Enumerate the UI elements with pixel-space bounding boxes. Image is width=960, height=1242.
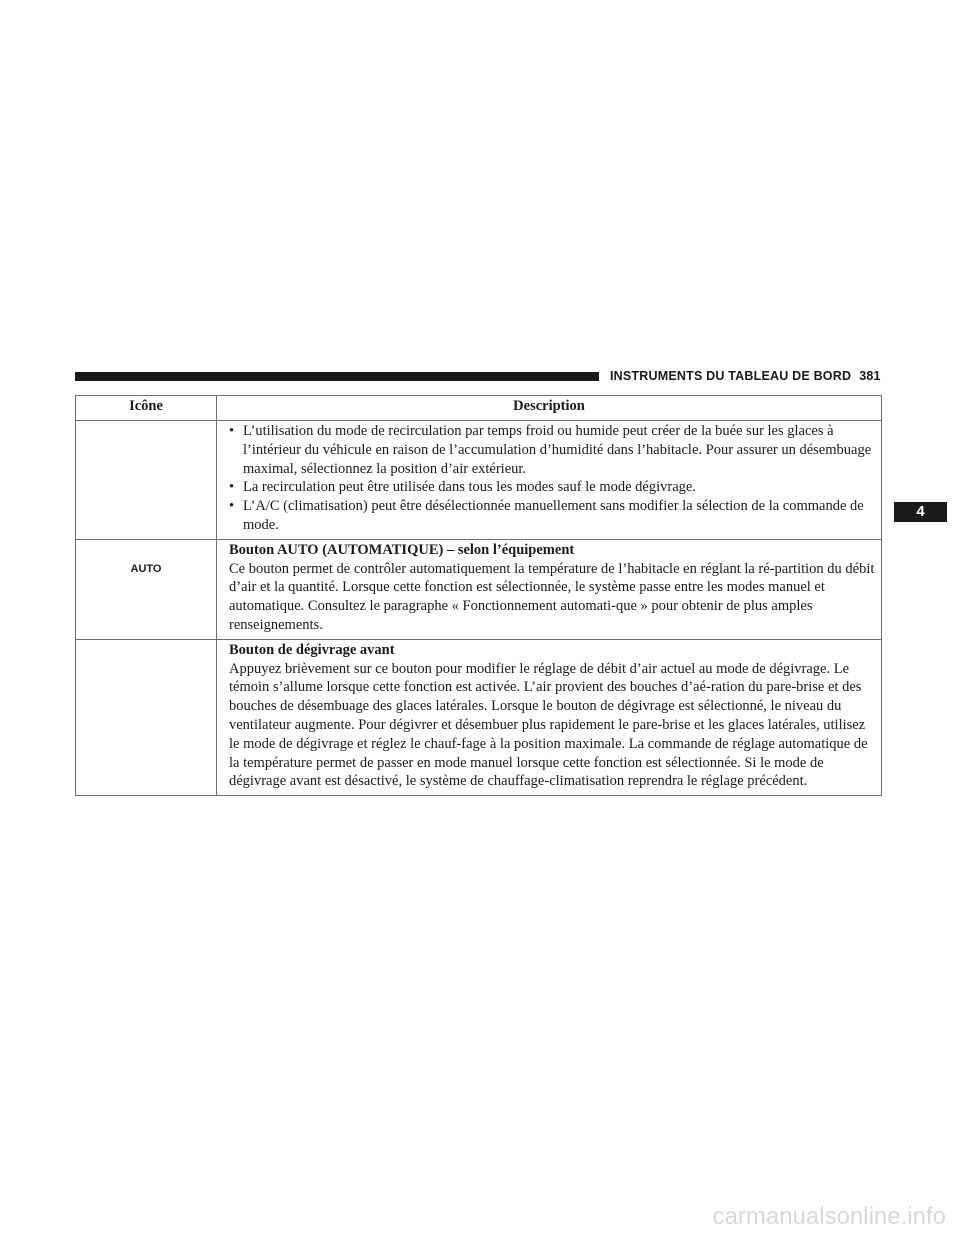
auto-button-icon: AUTO (130, 562, 162, 575)
table-row (76, 539, 882, 639)
row-text: Appuyez brièvement sur ce bouton pour modifier le réglage de débit d’air actuel au mode de dégivrage. Le témoin s’allume lorsque cette fonction est activée. L’air provient des bouches d’aé-ration du pare-brise et des bouches de désembuage des glaces latérales. Lorsque le bouton de dégivrage est sélectionné, le niveau du ventilateur augmente. Pour dégivrer et désembuer plus rapidement le pare-brise et les glaces latérales, utilisez le mode de dégivrage et réglez le chauf-fage à la position maximale. La commande de réglage automatique de la température permet de passer en mode manuel lorsque cette fonction est sélectionnée. Si le mode de dégivrage avant est désactivé, le système de chauffage-climatisation reprendra le réglage précédent. (229, 660, 868, 790)
table-row (76, 421, 882, 540)
list-item: • L’A/C (climatisation) peut être désélectionnée manuellement sans modifier la sélection de la commande de mode. (229, 497, 875, 535)
description-cell (217, 639, 882, 795)
bullet-list (229, 422, 875, 535)
icon-description-table (75, 395, 882, 796)
icon-cell (76, 539, 217, 639)
description-cell (217, 539, 882, 639)
chapter-tab[interactable]: 4 (894, 502, 947, 522)
row-text: Ce bouton permet de contrôler automatiquement la température de l’habitacle en réglant la ré-partition du débit d’air et la quantité. Lorsque cette fonction est sélectionnée, le système passe entre les modes manuel et automatique. Consultez le paragraphe « Fonctionnement automati-que » pour obtenir de plus amples renseignements. (229, 560, 875, 633)
icon-cell (76, 639, 217, 795)
list-item: • L’utilisation du mode de recirculation par temps froid ou humide peut créer de la buée sur les glaces à l’intérieur du véhicule en raison de l’accumulation d’humidité dans l’habitacle. Pour assurer un désembuage maximal, sélectionnez la position d’air extérieur. (229, 422, 875, 478)
list-item: • La recirculation peut être utilisée dans tous les modes sauf le mode dégivrage. (229, 478, 875, 497)
table-header-row (76, 396, 882, 421)
description-cell (217, 421, 882, 540)
column-header-description: Description (217, 396, 882, 421)
row-title: Bouton AUTO (AUTOMATIQUE) – selon l’équipement (229, 541, 575, 558)
header-rule (75, 372, 599, 381)
running-header (610, 368, 880, 384)
column-header-icon: Icône (76, 396, 217, 421)
watermark: carmanualsonline.info (712, 1203, 946, 1230)
icon-cell (76, 421, 217, 540)
page-number: 381 (859, 369, 881, 383)
row-title: Bouton de dégivrage avant (229, 641, 395, 658)
table-row (76, 639, 882, 795)
section-title: INSTRUMENTS DU TABLEAU DE BORD (610, 369, 852, 383)
